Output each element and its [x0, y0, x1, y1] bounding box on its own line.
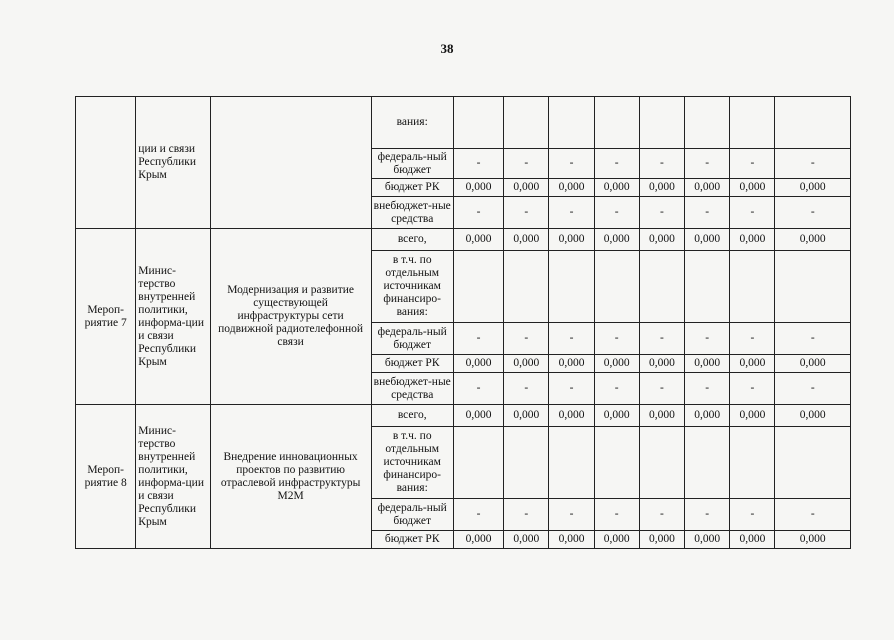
source-label: федераль-ный бюджет — [371, 323, 453, 355]
value-cell: 0,000 — [775, 405, 851, 427]
value-cell: 0,000 — [730, 355, 775, 373]
description-cell: Модернизация и развитие существующей инфраструктуры сети подвижной радиотелефонной связи — [210, 229, 371, 405]
value-cell: - — [685, 373, 730, 405]
value-cell: 0,000 — [549, 355, 594, 373]
value-cell: 0,000 — [594, 179, 639, 197]
value-cell: - — [685, 197, 730, 229]
financing-table — [75, 96, 851, 549]
executor-cell: Минис-терство внутренней политики, информа-ции и связи Республики Крым — [136, 229, 210, 405]
value-cell: - — [730, 149, 775, 179]
value-cell: 0,000 — [453, 405, 503, 427]
value-cell: - — [685, 323, 730, 355]
value-cell: - — [775, 323, 851, 355]
value-cell: 0,000 — [594, 405, 639, 427]
value-cell: - — [504, 373, 549, 405]
value-cell: - — [453, 197, 503, 229]
value-cell: - — [549, 373, 594, 405]
value-cell: 0,000 — [453, 531, 503, 549]
value-cell: 0,000 — [639, 229, 684, 251]
source-label: бюджет РК — [371, 355, 453, 373]
table-row — [76, 97, 851, 149]
event-cell — [76, 97, 136, 229]
value-cell: - — [639, 499, 684, 531]
executor-cell: ции и связи Республики Крым — [136, 97, 210, 229]
table-row — [76, 229, 851, 251]
value-cell: 0,000 — [639, 355, 684, 373]
value-cell: - — [775, 197, 851, 229]
value-cell: 0,000 — [775, 355, 851, 373]
value-cell: - — [594, 499, 639, 531]
value-cell: 0,000 — [549, 229, 594, 251]
source-label: вания: — [371, 97, 453, 149]
value-cell: 0,000 — [730, 179, 775, 197]
value-cell: 0,000 — [639, 179, 684, 197]
value-cell: - — [504, 197, 549, 229]
value-cell: - — [730, 323, 775, 355]
value-cell: - — [685, 149, 730, 179]
value-cell: - — [504, 323, 549, 355]
value-cell: - — [775, 499, 851, 531]
value-cell: - — [549, 323, 594, 355]
value-cell: - — [453, 373, 503, 405]
source-label: внебюджет-ные средства — [371, 373, 453, 405]
value-cell: 0,000 — [549, 179, 594, 197]
value-cell: - — [453, 149, 503, 179]
value-cell: - — [549, 197, 594, 229]
value-cell: 0,000 — [775, 179, 851, 197]
source-label: бюджет РК — [371, 531, 453, 549]
value-cell: 0,000 — [453, 179, 503, 197]
value-cell: - — [639, 197, 684, 229]
event-cell: Мероп-риятие 7 — [76, 229, 136, 405]
event-cell: Мероп-риятие 8 — [76, 405, 136, 549]
value-cell: - — [594, 323, 639, 355]
value-cell: - — [639, 323, 684, 355]
value-cell: 0,000 — [504, 355, 549, 373]
value-cell: - — [549, 149, 594, 179]
value-cell: - — [453, 499, 503, 531]
value-cell: 0,000 — [639, 531, 684, 549]
value-cell: - — [453, 323, 503, 355]
value-cell: 0,000 — [504, 531, 549, 549]
value-cell: 0,000 — [594, 531, 639, 549]
value-cell: 0,000 — [594, 229, 639, 251]
source-label: в т.ч. по отдельным источникам финансиро-вания: — [371, 427, 453, 499]
value-cell: 0,000 — [549, 531, 594, 549]
value-cell: - — [685, 499, 730, 531]
value-cell: 0,000 — [730, 405, 775, 427]
description-cell — [210, 97, 371, 229]
table-row — [76, 405, 851, 427]
executor-cell: Минис-терство внутренней политики, информа-ции и связи Республики Крым — [136, 405, 210, 549]
value-cell: - — [775, 373, 851, 405]
value-cell: - — [504, 499, 549, 531]
value-cell: 0,000 — [594, 355, 639, 373]
source-label: федераль-ный бюджет — [371, 499, 453, 531]
value-cell: - — [594, 149, 639, 179]
value-cell: 0,000 — [453, 355, 503, 373]
source-label: бюджет РК — [371, 179, 453, 197]
value-cell: - — [594, 197, 639, 229]
value-cell: - — [639, 149, 684, 179]
source-label: внебюджет-ные средства — [371, 197, 453, 229]
description-cell: Внедрение инновационных проектов по развитию отраслевой инфраструктуры М2М — [210, 405, 371, 549]
value-cell: 0,000 — [453, 229, 503, 251]
value-cell: 0,000 — [504, 405, 549, 427]
page-number: 38 — [440, 41, 454, 56]
value-cell: 0,000 — [504, 229, 549, 251]
value-cell: 0,000 — [685, 229, 730, 251]
value-cell: 0,000 — [685, 531, 730, 549]
value-cell: 0,000 — [730, 229, 775, 251]
source-label: всего, — [371, 405, 453, 427]
value-cell: 0,000 — [685, 179, 730, 197]
value-cell: 0,000 — [639, 405, 684, 427]
value-cell: 0,000 — [685, 355, 730, 373]
value-cell: - — [730, 373, 775, 405]
value-cell: - — [549, 499, 594, 531]
value-cell: 0,000 — [549, 405, 594, 427]
value-cell: 0,000 — [685, 405, 730, 427]
value-cell: 0,000 — [730, 531, 775, 549]
source-label: в т.ч. по отдельным источникам финансиро-вания: — [371, 251, 453, 323]
value-cell: - — [730, 197, 775, 229]
value-cell: 0,000 — [775, 531, 851, 549]
source-label: всего, — [371, 229, 453, 251]
value-cell: 0,000 — [504, 179, 549, 197]
value-cell: - — [504, 149, 549, 179]
value-cell: - — [775, 149, 851, 179]
value-cell: - — [639, 373, 684, 405]
value-cell: 0,000 — [775, 229, 851, 251]
value-cell: - — [730, 499, 775, 531]
value-cell: - — [594, 373, 639, 405]
source-label: федераль-ный бюджет — [371, 149, 453, 179]
